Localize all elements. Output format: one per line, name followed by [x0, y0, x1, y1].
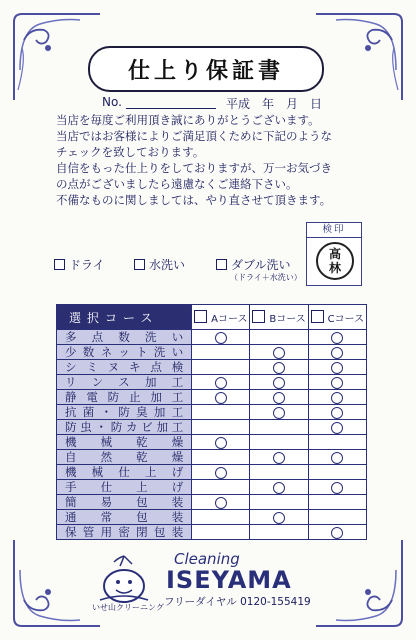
intro-line: 不備なものに関しましては、やり直させて頂きます。 — [56, 193, 332, 207]
course-cell — [250, 480, 308, 495]
wash-type-double[interactable] — [216, 256, 302, 282]
included-circle-icon — [215, 497, 227, 509]
service-label: 自然乾燥 — [57, 450, 192, 465]
course-cell — [250, 390, 308, 405]
course-cell — [192, 465, 250, 480]
course-cell — [308, 495, 366, 510]
included-circle-icon — [273, 407, 285, 419]
included-circle-icon — [331, 362, 343, 374]
course-cell — [308, 405, 366, 420]
included-circle-icon — [273, 452, 285, 464]
course-cell — [250, 450, 308, 465]
intro-line: 当店ではお客様によりご満足頂くために下記のような — [56, 129, 332, 143]
course-cell — [250, 465, 308, 480]
included-circle-icon — [215, 377, 227, 389]
checkbox[interactable] — [311, 310, 324, 323]
wash-type-label: ダブル洗い — [231, 258, 291, 272]
course-cell — [308, 345, 366, 360]
logo-caption: いせ山クリーニング — [92, 603, 164, 612]
included-circle-icon — [331, 347, 343, 359]
course-cell — [192, 450, 250, 465]
service-label: 多点数洗い — [57, 330, 192, 345]
course-cell — [308, 510, 366, 525]
checkbox[interactable] — [252, 310, 265, 323]
cleaning-text: Cleaning — [174, 550, 240, 568]
course-cell — [250, 510, 308, 525]
number-underline — [126, 97, 216, 109]
inspector-stamp — [316, 242, 354, 280]
course-cell — [308, 450, 366, 465]
service-label: 手仕上げ — [57, 480, 192, 495]
included-circle-icon — [215, 437, 227, 449]
table-row — [57, 345, 367, 360]
title-box — [88, 46, 324, 92]
included-circle-icon — [215, 467, 227, 479]
included-circle-icon — [331, 332, 343, 344]
included-circle-icon — [331, 407, 343, 419]
course-cell — [308, 390, 366, 405]
course-cell — [250, 375, 308, 390]
course-cell — [308, 480, 366, 495]
course-cell — [250, 525, 308, 540]
included-circle-icon — [331, 422, 343, 434]
included-circle-icon — [273, 482, 285, 494]
course-b-header[interactable] — [250, 305, 308, 330]
page-title: 仕上り保証書 — [127, 57, 284, 84]
course-header-label: 選択コース — [57, 305, 192, 330]
course-cell — [192, 420, 250, 435]
course-cell — [250, 330, 308, 345]
included-circle-icon — [331, 527, 343, 539]
service-label: 機械乾燥 — [57, 435, 192, 450]
table-row — [57, 510, 367, 525]
course-cell — [250, 360, 308, 375]
wash-type-dry[interactable] — [54, 256, 105, 273]
course-cell — [250, 435, 308, 450]
included-circle-icon — [331, 392, 343, 404]
course-cell — [250, 345, 308, 360]
service-label: 防虫・防カビ加工 — [57, 420, 192, 435]
included-circle-icon — [273, 347, 285, 359]
included-circle-icon — [215, 392, 227, 404]
checkbox[interactable] — [194, 310, 207, 323]
inspection-box — [306, 222, 362, 286]
corner-ornament-bottom-left — [0, 530, 110, 640]
course-cell — [192, 345, 250, 360]
course-cell — [308, 360, 366, 375]
course-cell — [308, 525, 366, 540]
course-cell — [250, 420, 308, 435]
course-cell — [308, 420, 366, 435]
included-circle-icon — [273, 392, 285, 404]
course-cell — [192, 360, 250, 375]
date-text: 平成 年 月 日 — [226, 97, 323, 111]
corner-ornament-bottom-right — [306, 530, 416, 640]
course-name: Aコース — [211, 313, 248, 325]
course-cell — [308, 435, 366, 450]
service-label: 簡易包装 — [57, 495, 192, 510]
table-row — [57, 360, 367, 375]
course-name: Cコース — [327, 313, 365, 325]
stamp-char-top: 高 — [328, 247, 341, 261]
wash-type-note: （ドライ＋水洗い） — [230, 273, 302, 282]
inspection-label: 検印 — [307, 223, 361, 238]
service-label: 通常包装 — [57, 510, 192, 525]
wash-type-water[interactable] — [134, 256, 185, 273]
corner-ornament-top-right — [306, 0, 416, 110]
course-c-header[interactable] — [308, 305, 366, 330]
service-label: 保管用密閉包装 — [57, 525, 192, 540]
stamp-char-bottom: 林 — [328, 261, 341, 275]
checkbox[interactable] — [216, 259, 227, 270]
table-row — [57, 480, 367, 495]
course-cell — [192, 480, 250, 495]
service-label: 少数ネット洗い — [57, 345, 192, 360]
course-cell — [192, 405, 250, 420]
intro-line: チェックを致しております。 — [56, 145, 205, 159]
course-cell — [308, 330, 366, 345]
included-circle-icon — [273, 362, 285, 374]
phone-number: フリーダイヤル 0120-155419 — [164, 596, 311, 608]
number-field — [102, 95, 216, 109]
course-cell — [192, 390, 250, 405]
course-cell — [250, 495, 308, 510]
course-cell — [250, 405, 308, 420]
included-circle-icon — [273, 377, 285, 389]
course-cell — [192, 510, 250, 525]
course-cell — [308, 375, 366, 390]
service-label: 機械仕上げ — [57, 465, 192, 480]
course-name: Bコース — [269, 313, 306, 325]
course-cell — [192, 375, 250, 390]
intro-line: の点がございましたら遠慮なくご連絡下さい。 — [56, 177, 298, 191]
table-row — [57, 390, 367, 405]
course-cell — [192, 525, 250, 540]
table-row — [57, 405, 367, 420]
table-row — [57, 495, 367, 510]
checkbox[interactable] — [134, 259, 145, 270]
service-label: 静電防止加工 — [57, 390, 192, 405]
table-row — [57, 375, 367, 390]
course-table-header — [57, 305, 367, 330]
intro-text — [56, 112, 376, 208]
course-cell — [308, 465, 366, 480]
included-circle-icon — [331, 482, 343, 494]
included-circle-icon — [331, 452, 343, 464]
table-row — [57, 420, 367, 435]
service-label: 抗菌・防臭加工 — [57, 405, 192, 420]
course-cell — [192, 330, 250, 345]
wash-type-label: ドライ — [69, 258, 105, 272]
table-row — [57, 330, 367, 345]
course-cell — [192, 495, 250, 510]
intro-line: 自信をもった仕上りをしておりますが、万一お気づき — [56, 161, 332, 175]
checkbox[interactable] — [54, 259, 65, 270]
course-a-header[interactable] — [192, 305, 250, 330]
included-circle-icon — [215, 332, 227, 344]
table-row — [57, 465, 367, 480]
number-label: No. — [102, 95, 122, 109]
table-row — [57, 450, 367, 465]
course-cell — [192, 435, 250, 450]
brand-name: ISEYAMA — [166, 566, 292, 594]
intro-line: 当店を毎度ご利用頂き誠にありがとうございます。 — [56, 113, 320, 127]
wash-type-label: 水洗い — [149, 258, 186, 272]
table-row — [57, 435, 367, 450]
course-table — [56, 304, 367, 540]
service-label: シミヌキ点検 — [57, 360, 192, 375]
included-circle-icon — [331, 377, 343, 389]
table-row — [57, 525, 367, 540]
included-circle-icon — [273, 512, 285, 524]
service-label: リンス加工 — [57, 375, 192, 390]
